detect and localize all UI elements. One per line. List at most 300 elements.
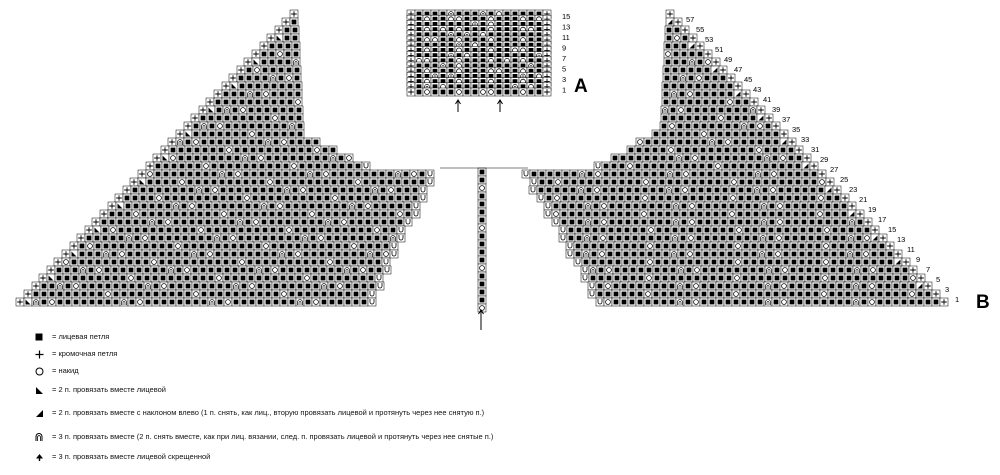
- chart-cell: [227, 194, 235, 202]
- chart-cell: [633, 194, 641, 202]
- chart-cell: [755, 146, 763, 154]
- chart-cell: [323, 194, 331, 202]
- chart-cell: [86, 242, 94, 250]
- chart-cell: [223, 106, 231, 114]
- chart-cell: [419, 186, 427, 194]
- chart-cell: [862, 258, 870, 266]
- chart-cell: [600, 210, 608, 218]
- chart-cell: [739, 146, 747, 154]
- chart-cell: [215, 274, 223, 282]
- chart-cell: [120, 282, 128, 290]
- chart-cell: [628, 298, 636, 306]
- chart-cell: [222, 258, 230, 266]
- chart-cell: [431, 88, 439, 96]
- chart-cell: [916, 298, 924, 306]
- chart-cell: [289, 154, 297, 162]
- chart-cell: [712, 202, 720, 210]
- chart-cell: [535, 88, 543, 96]
- chart-cell: [212, 210, 220, 218]
- chart-cell: [598, 242, 606, 250]
- chart-cell: [840, 218, 848, 226]
- chart-cell: [683, 154, 691, 162]
- chart-cell: [95, 266, 103, 274]
- chart-cell: [100, 218, 108, 226]
- chart-cell: [79, 266, 87, 274]
- chart-cell: [752, 202, 760, 210]
- chart-cell: [773, 274, 781, 282]
- chart-cell: [110, 258, 118, 266]
- chart-cell: [666, 170, 674, 178]
- chart-cell: [308, 218, 316, 226]
- triangle-right-icon: [32, 384, 46, 396]
- chart-b-row-number: 11: [907, 245, 915, 254]
- chart-cell: [718, 258, 726, 266]
- chart-cell: [272, 290, 280, 298]
- chart-cell: [164, 202, 172, 210]
- chart-cell: [817, 194, 825, 202]
- chart-cell: [403, 186, 411, 194]
- chart-cell: [715, 146, 723, 154]
- chart-cell: [908, 290, 916, 298]
- chart-cell: [201, 154, 209, 162]
- chart-cell: [671, 234, 679, 242]
- chart-cell: [793, 186, 801, 194]
- chart-cell: [314, 162, 322, 170]
- chart-cell: [764, 138, 772, 146]
- chart-cell: [118, 250, 126, 258]
- chart-cell: [207, 266, 215, 274]
- chart-cell: [297, 146, 305, 154]
- chart-cell: [748, 122, 756, 130]
- chart-cell: [692, 138, 700, 146]
- chart-cell: [838, 250, 846, 258]
- chart-cell: [284, 50, 292, 58]
- chart-cell: [845, 274, 853, 282]
- chart-cell: [734, 258, 742, 266]
- chart-cell: [593, 194, 601, 202]
- chart-cell: [802, 170, 810, 178]
- chart-cell: [855, 234, 863, 242]
- chart-cell: [717, 266, 725, 274]
- chart-cell: [463, 88, 471, 96]
- chart-cell: [200, 290, 208, 298]
- chart-cell: [788, 290, 796, 298]
- chart-cell: [625, 194, 633, 202]
- chart-cell: [805, 274, 813, 282]
- chart-b-row-number: 51: [715, 45, 724, 54]
- chart-cell: [216, 122, 224, 130]
- chart-cell: [608, 218, 616, 226]
- chart-cell: [277, 74, 285, 82]
- chart-cell: [813, 274, 821, 282]
- chart-cell: [278, 90, 286, 98]
- chart-cell: [318, 258, 326, 266]
- chart-cell: [932, 298, 940, 306]
- chart-cell: [403, 194, 411, 202]
- chart-cell: [602, 178, 610, 186]
- chart-cell: [262, 250, 270, 258]
- chart-cell: [631, 234, 639, 242]
- chart-cell: [693, 266, 701, 274]
- chart-cell: [553, 194, 561, 202]
- chart-cell: [806, 242, 814, 250]
- chart-cell: [656, 218, 664, 226]
- chart-cell: [280, 298, 288, 306]
- chart-cell: [724, 122, 732, 130]
- chart-cell: [55, 274, 63, 282]
- chart-cell: [277, 226, 285, 234]
- chart-cell: [808, 218, 816, 226]
- chart-cell: [240, 130, 248, 138]
- chart-cell: [576, 202, 584, 210]
- chart-cell: [710, 250, 718, 258]
- chart-cell: [260, 218, 268, 226]
- chart-cell: [165, 226, 173, 234]
- chart-cell: [650, 170, 658, 178]
- chart-cell: [154, 170, 162, 178]
- chart-cell: [141, 226, 149, 234]
- chart-cell: [624, 210, 632, 218]
- chart-cell: [246, 250, 254, 258]
- chart-cell: [244, 210, 252, 218]
- chart-cell: [589, 274, 597, 282]
- chart-cell: [291, 34, 299, 42]
- chart-cell: [790, 250, 798, 258]
- chart-cell: [404, 218, 412, 226]
- chart-cell: [248, 298, 256, 306]
- chart-cell: [692, 282, 700, 290]
- chart-cell: [626, 170, 634, 178]
- chart-cell: [268, 202, 276, 210]
- chart-cell: [224, 138, 232, 146]
- chart-cell: [364, 202, 372, 210]
- chart-cell: [176, 298, 184, 306]
- chart-cell: [316, 202, 324, 210]
- chart-cell: [732, 282, 740, 290]
- chart-cell: [264, 290, 272, 298]
- chart-cell: [728, 202, 736, 210]
- chart-cell: [860, 290, 868, 298]
- chart-cell: [161, 146, 169, 154]
- chart-cell: [570, 170, 578, 178]
- chart-cell: [40, 290, 48, 298]
- chart-cell: [661, 114, 669, 122]
- chart-cell: [228, 218, 236, 226]
- chart-cell: [253, 226, 261, 234]
- chart-cell: [680, 202, 688, 210]
- chart-cell: [261, 74, 269, 82]
- chart-cell: [294, 90, 302, 98]
- chart-cell: [654, 250, 662, 258]
- chart-cell: [748, 130, 756, 138]
- chart-cell: [256, 290, 264, 298]
- chart-cell: [295, 274, 303, 282]
- chart-cell: [219, 186, 227, 194]
- chart-cell: [325, 234, 333, 242]
- chart-cell: [246, 258, 254, 266]
- chart-cell: [132, 210, 140, 218]
- chart-cell: [806, 250, 814, 258]
- chart-cell: [723, 146, 731, 154]
- chart-cell: [652, 138, 660, 146]
- chart-cell: [721, 186, 729, 194]
- chart-cell: [200, 282, 208, 290]
- chart-cell: [386, 170, 394, 178]
- chart-cell: [608, 202, 616, 210]
- chart-cell: [248, 290, 256, 298]
- chart-cell: [764, 298, 772, 306]
- chart-a-row-number: 9: [562, 43, 567, 53]
- chart-cell: [609, 194, 617, 202]
- chart-cell: [841, 194, 849, 202]
- chart-cell: [269, 74, 277, 82]
- chart-cell: [171, 186, 179, 194]
- chart-a-row-number: 5: [562, 64, 567, 74]
- chart-cell: [733, 274, 741, 282]
- chart-cell: [745, 186, 753, 194]
- chart-cell: [266, 178, 274, 186]
- chart-cell: [689, 186, 697, 194]
- chart-cell: [266, 170, 274, 178]
- chart-cell: [332, 218, 340, 226]
- chart-cell: [678, 250, 686, 258]
- chart-cell: [759, 226, 767, 234]
- chart-cell: [742, 258, 750, 266]
- chart-cell: [304, 290, 312, 298]
- chart-cell: [622, 258, 630, 266]
- chart-b-row-number: 31: [811, 145, 820, 154]
- chart-cell: [604, 298, 612, 306]
- chart-cell: [544, 202, 552, 210]
- chart-cell: [72, 298, 80, 306]
- chart-cell: [666, 162, 674, 170]
- chart-cell: [284, 210, 292, 218]
- chart-cell: [712, 218, 720, 226]
- chart-cell: [668, 282, 676, 290]
- chart-cell: [696, 210, 704, 218]
- chart-cell: [255, 266, 263, 274]
- chart-cell: [363, 194, 371, 202]
- chart-cell: [232, 122, 240, 130]
- chart-cell: [292, 58, 300, 66]
- chart-cell: [624, 218, 632, 226]
- chart-cell: [195, 194, 203, 202]
- chart-cell: [684, 290, 692, 298]
- chart-cell: [670, 258, 678, 266]
- chart-cell: [279, 106, 287, 114]
- chart-cell: [272, 122, 280, 130]
- chart-cell: [256, 130, 264, 138]
- chart-cell: [327, 274, 335, 282]
- chart-cell: [128, 290, 136, 298]
- chart-cell: [679, 234, 687, 242]
- chart-cell: [136, 290, 144, 298]
- chart-cell: [268, 58, 276, 66]
- legend-text: = 3 п. провязать вместе лицевой скрещенной: [52, 452, 211, 461]
- chart-cell: [202, 170, 210, 178]
- chart-cell: [217, 146, 225, 154]
- chart-cell: [788, 282, 796, 290]
- chart-cell: [265, 154, 273, 162]
- chart-cell: [680, 42, 688, 50]
- chart-cell: [694, 82, 702, 90]
- chart-cell: [691, 154, 699, 162]
- chart-b-row-number: 21: [859, 195, 868, 204]
- arrow-up-icon: [498, 100, 503, 112]
- chart-cell: [214, 258, 222, 266]
- chart-cell: [86, 250, 94, 258]
- chart-cell: [332, 210, 340, 218]
- chart-cell: [360, 290, 368, 298]
- chart-cell: [152, 290, 160, 298]
- chart-cell: [79, 274, 87, 282]
- chart-cell: [833, 194, 841, 202]
- chart-cell: [610, 170, 618, 178]
- chart-cell: [716, 282, 724, 290]
- chart-cell: [116, 218, 124, 226]
- chart-cell: [227, 186, 235, 194]
- chart-cell: [679, 74, 687, 82]
- chart-cell: [210, 170, 218, 178]
- chart-cell: [358, 250, 366, 258]
- chart-cell: [372, 210, 380, 218]
- chart-cell: [686, 82, 694, 90]
- chart-cell: [901, 266, 909, 274]
- chart-b-row-number: 53: [705, 35, 714, 44]
- chart-cell: [264, 138, 272, 146]
- chart-cell: [756, 282, 764, 290]
- chart-cell: [241, 146, 249, 154]
- chart-cell: [213, 226, 221, 234]
- chart-cell: [768, 218, 776, 226]
- chart-cell: [902, 258, 910, 266]
- chart-cell: [200, 130, 208, 138]
- chart-b-row-number: 25: [840, 175, 849, 184]
- chart-cell: [601, 194, 609, 202]
- chart-cell: [85, 226, 93, 234]
- chart-cell: [705, 194, 713, 202]
- chart-cell: [268, 218, 276, 226]
- chart-cell: [594, 178, 602, 186]
- chart-cell: [232, 282, 240, 290]
- chart-cell: [269, 226, 277, 234]
- chart-cell: [730, 162, 738, 170]
- chart-cell: [248, 282, 256, 290]
- chart-cell: [720, 210, 728, 218]
- chart-cell: [143, 266, 151, 274]
- chart-cell: [255, 274, 263, 282]
- chart-cell: [120, 290, 128, 298]
- chart-cell: [132, 202, 140, 210]
- chart-cell: [692, 298, 700, 306]
- chart-cell: [854, 242, 862, 250]
- chart-cell: [283, 186, 291, 194]
- chart-cell: [644, 298, 652, 306]
- chart-cell: [778, 178, 786, 186]
- chart-cell: [798, 250, 806, 258]
- chart-cell: [633, 186, 641, 194]
- chart-cell: [78, 258, 86, 266]
- chart-cell: [386, 178, 394, 186]
- chart-cell: [672, 202, 680, 210]
- chart-cell: [794, 162, 802, 170]
- chart-cell: [694, 250, 702, 258]
- chart-cell: [672, 50, 680, 58]
- chart-cell: [322, 162, 330, 170]
- chart-cell: [402, 170, 410, 178]
- chart-cell: [286, 250, 294, 258]
- chart-cell: [591, 234, 599, 242]
- chart-cell: [345, 154, 353, 162]
- chart-cell: [782, 258, 790, 266]
- chart-cell: [169, 154, 177, 162]
- chart-cell: [192, 122, 200, 130]
- chart-cell: [779, 146, 787, 154]
- chart-cell: [804, 282, 812, 290]
- chart-cell: [664, 202, 672, 210]
- chart-cell: [117, 234, 125, 242]
- chart-cell: [286, 98, 294, 106]
- chart-cell: [395, 194, 403, 202]
- chart-cell: [686, 250, 694, 258]
- chart-cell: [330, 162, 338, 170]
- chart-cell: [728, 218, 736, 226]
- chart-cell: [725, 106, 733, 114]
- chart-cell: [214, 242, 222, 250]
- chart-cell: [674, 170, 682, 178]
- chart-cell: [262, 82, 270, 90]
- chart-cell: [351, 266, 359, 274]
- chart-cell: [746, 170, 754, 178]
- chart-b-row-number: 29: [820, 155, 829, 164]
- chart-cell: [229, 234, 237, 242]
- chart-cell: [302, 242, 310, 250]
- chart-cell: [740, 298, 748, 306]
- chart-cell: [326, 242, 334, 250]
- chart-cell: [552, 218, 560, 226]
- chart-cell: [372, 202, 380, 210]
- chart-cell: [707, 154, 715, 162]
- circle-icon: [32, 365, 46, 377]
- chart-cell: [80, 290, 88, 298]
- chart-cell: [655, 234, 663, 242]
- chart-cell: [802, 162, 810, 170]
- chart-cell: [732, 138, 740, 146]
- chart-cell: [290, 10, 298, 18]
- chart-cell: [724, 138, 732, 146]
- chart-cell: [322, 170, 330, 178]
- chart-cell: [172, 202, 180, 210]
- chart-cell: [116, 202, 124, 210]
- chart-cell: [326, 250, 334, 258]
- chart-cell: [718, 242, 726, 250]
- chart-cell: [727, 74, 735, 82]
- chart-cell: [72, 290, 80, 298]
- chart-cell: [626, 162, 634, 170]
- legend-text: = кромочная петля: [52, 349, 118, 358]
- chart-cell: [730, 170, 738, 178]
- chart-cell: [837, 274, 845, 282]
- chart-cell: [246, 98, 254, 106]
- chart-cell: [225, 146, 233, 154]
- chart-cell: [846, 250, 854, 258]
- chart-cell: [268, 42, 276, 50]
- chart-cell: [262, 242, 270, 250]
- chart-cell: [300, 210, 308, 218]
- chart-cell: [634, 178, 642, 186]
- chart-cell: [781, 266, 789, 274]
- chart-cell: [349, 226, 357, 234]
